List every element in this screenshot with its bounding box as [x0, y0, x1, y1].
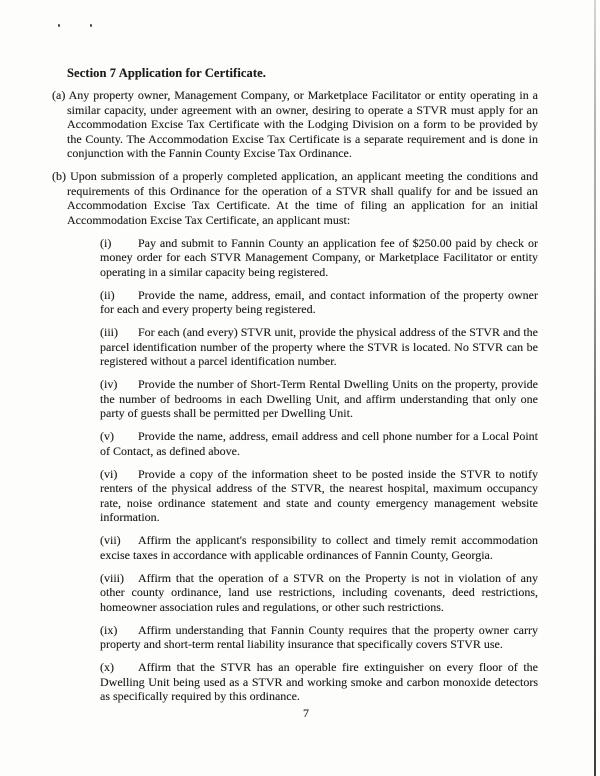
sub-item-v: [100, 429, 538, 458]
list-marker-viii: (viii): [100, 570, 124, 585]
sub-item-vii-text: Affirm the applicant's responsibility to collect and timely remit accommodation excise taxes in accordance with applicable ordinances of Fannin County, Georgia.: [100, 533, 538, 562]
sub-item-ii: [100, 288, 538, 317]
sub-item-v-text: Provide the name, address, email address and cell phone number for a Local Point of Contact, as defined above.: [100, 429, 538, 458]
list-marker-v: (v): [100, 429, 114, 443]
document-content: [52, 66, 538, 712]
paragraph-b: [52, 169, 538, 227]
section-heading: Section 7 Application for Certificate.: [67, 66, 267, 80]
sub-item-x-text: Affirm that the STVR has an operable fire extinguisher on every floor of the Dwelling Unit being used as a STVR and working smoke and carbon monoxide detectors as specifically required by this ordinance.: [100, 660, 538, 703]
sub-item-iv-text: Provide the number of Short-Term Rental Dwelling Units on the property, provide the number of bedrooms in each Dwelling Unit, and affirm understanding that only one party of guests shall be permitted per Dwelling Unit.: [100, 377, 538, 420]
sub-item-ix: [100, 623, 538, 652]
scan-speck: [58, 24, 60, 27]
sub-item-iv: [100, 377, 538, 421]
sub-item-iii-text: For each (and every) STVR unit, provide the physical address of the STVR and the parcel identification number of the property where the STVR is located. No STVR can be registered without a parcel identification number.: [100, 325, 538, 368]
list-marker-i: (i): [100, 235, 112, 250]
list-marker-x: (x): [100, 660, 114, 674]
sub-item-ii-text: Provide the name, address, email, and contact information of the property owner for each and every property being registered.: [100, 287, 538, 316]
sub-item-x: [100, 660, 538, 704]
paragraph-a-text: Any property owner, Management Company, or Marketplace Facilitator or entity operating in a similar capacity, under agreement with an owner, desiring to operate a STVR must apply for an Accommodation Excise Tax Certificate with the Lodging Division on a form to be provided by the County. The Accommodation Excise Tax Certificate is a separate requirement and is done in conjunction with the Fannin County Excise Tax Ordinance.: [67, 88, 538, 160]
list-marker-vii: (vii): [100, 533, 121, 547]
sub-item-viii-text: Affirm that the operation of a STVR on the Property is not in violation of any other county ordinance, land use restrictions, including covenants, deed restrictions, homeowner association rules and regulations, or other such restrictions.: [100, 570, 538, 614]
sub-item-i-text: Pay and submit to Fannin County an application fee of $250.00 paid by check or money order for each STVR Management Company, or Marketplace Facilitator or entity operating in a similar capacity being registered.: [100, 235, 538, 279]
list-marker-a: (a): [52, 88, 66, 102]
paragraph-a: [52, 88, 538, 161]
list-marker-iii: (iii): [100, 325, 118, 339]
list-marker-b: (b): [52, 169, 66, 183]
scan-speck: [90, 24, 92, 27]
list-marker-vi: (vi): [100, 466, 118, 481]
list-marker-ii: (ii): [100, 287, 115, 302]
sub-item-vii: [100, 533, 538, 562]
sub-item-vi-text: Provide a copy of the information sheet to be posted inside the STVR to notify renters of the physical address of the STVR, the nearest hospital, maximum occupancy rate, noise ordinance statement and state and county emergency management website information.: [100, 466, 538, 524]
sub-item-ix-text: Affirm understanding that Fannin County requires that the property owner carry property and short-term rental liability insurance that specifically covers STVR use.: [100, 622, 538, 651]
list-marker-ix: (ix): [100, 622, 118, 637]
scan-edge-artifact: [594, 0, 596, 776]
sub-item-i: [100, 236, 538, 280]
paragraph-b-text: Upon submission of a properly completed application, an applicant meeting the conditions and requirements of this Ordinance for the operation of a STVR shall qualify for and be issued an Accommodation Excise Tax Certificate. At the time of filing an application for an initial Accommodation Excise Tax Certificate, an applicant must:: [67, 169, 538, 227]
sub-item-viii: [100, 571, 538, 615]
sub-item-iii: [100, 325, 538, 369]
list-marker-iv: (iv): [100, 377, 118, 391]
sub-item-vi: [100, 467, 538, 525]
page-number: 7: [303, 706, 309, 720]
